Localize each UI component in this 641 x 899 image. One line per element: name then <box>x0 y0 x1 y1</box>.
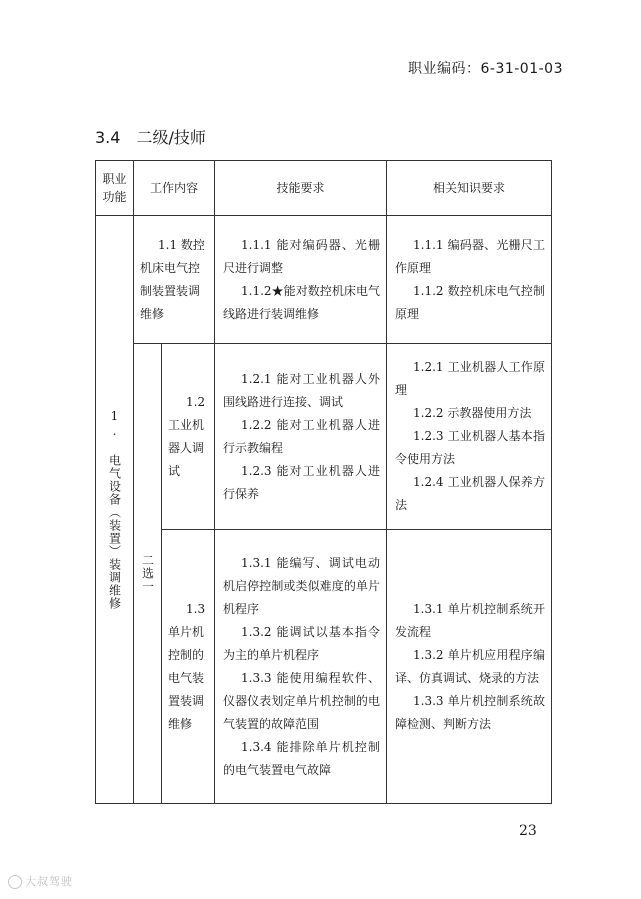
knowledge-item: 1.2.2 示教器使用方法 <box>413 406 532 420</box>
table-header-row <box>96 161 552 216</box>
skills-table <box>95 160 552 804</box>
skill-item: 1.2.1 能对工业机器人外围线路进行连接、调试 <box>223 371 381 409</box>
knowledge-cell <box>387 530 552 804</box>
knowledge-item: 1.2.3 工业机器人基本指令使用方法 <box>395 429 546 466</box>
table-row <box>96 344 552 530</box>
function-label: 1. 电气设备（装置）装调维修 <box>107 409 122 610</box>
skill-item: 1.1.1 能对编码器、光栅尺进行调整 <box>223 237 381 275</box>
skill-item: 1.3.2 能调试以基本指令为主的单片机程序 <box>223 624 381 662</box>
skill-item: 1.1.2★能对数控机床电气线路进行装调维修 <box>223 283 381 321</box>
work-content-cell: 1.3 单片机控制的电气装置装调维修 <box>162 530 215 804</box>
page-number: 23 <box>519 823 537 839</box>
table-row <box>96 530 552 804</box>
table-row <box>96 216 552 344</box>
occupation-code: 职业编码：6-31-01-03 <box>407 61 563 77</box>
skill-item: 1.3.3 能使用编程软件、仪器仪表划定单片机控制的电气装置的故障范围 <box>223 670 381 731</box>
work-content-cell: 1.1 数控机床电气控制装置装调维修 <box>134 216 215 344</box>
knowledge-item: 1.1.1 编码器、光栅尺工作原理 <box>395 237 546 275</box>
knowledge-item: 1.1.2 数控机床电气控制原理 <box>395 283 546 321</box>
choose-one-label: 二选一 <box>140 554 155 593</box>
header-function: 职业功能 <box>96 161 134 216</box>
knowledge-cell <box>387 216 552 344</box>
knowledge-item: 1.2.1 工业机器人工作原理 <box>395 360 546 397</box>
choose-one-cell <box>134 344 162 804</box>
knowledge-item: 1.2.4 工业机器人保养方法 <box>395 475 546 512</box>
watermark-logo-icon <box>8 875 22 889</box>
skills-cell <box>215 344 387 530</box>
knowledge-item: 1.3.3 单片机控制系统故障检测、判断方法 <box>395 693 546 731</box>
function-cell <box>96 216 134 804</box>
section-title: 3.4 二级/技师 <box>95 128 206 147</box>
skills-cell <box>215 216 387 344</box>
skill-item: 1.3.4 能排除单片机控制的电气装置电气故障 <box>223 739 381 777</box>
header-work-content: 工作内容 <box>134 161 215 216</box>
header-skills: 技能要求 <box>215 161 387 216</box>
work-content-cell: 1.2 工业机器人调试 <box>162 344 215 530</box>
header-knowledge: 相关知识要求 <box>387 161 552 216</box>
knowledge-item: 1.3.1 单片机控制系统开发流程 <box>395 601 546 639</box>
knowledge-cell <box>387 344 552 530</box>
skill-item: 1.2.2 能对工业机器人进行示教编程 <box>223 417 381 455</box>
skill-item: 1.2.3 能对工业机器人进行保养 <box>223 463 381 501</box>
skill-item: 1.3.1 能编写、调试电动机启停控制或类似难度的单片机程序 <box>223 555 381 616</box>
knowledge-item: 1.3.2 单片机应用程序编译、仿真调试、烧录的方法 <box>395 647 546 685</box>
watermark <box>8 873 73 889</box>
watermark-text: 大叔驾驶 <box>25 875 73 888</box>
skills-cell <box>215 530 387 804</box>
